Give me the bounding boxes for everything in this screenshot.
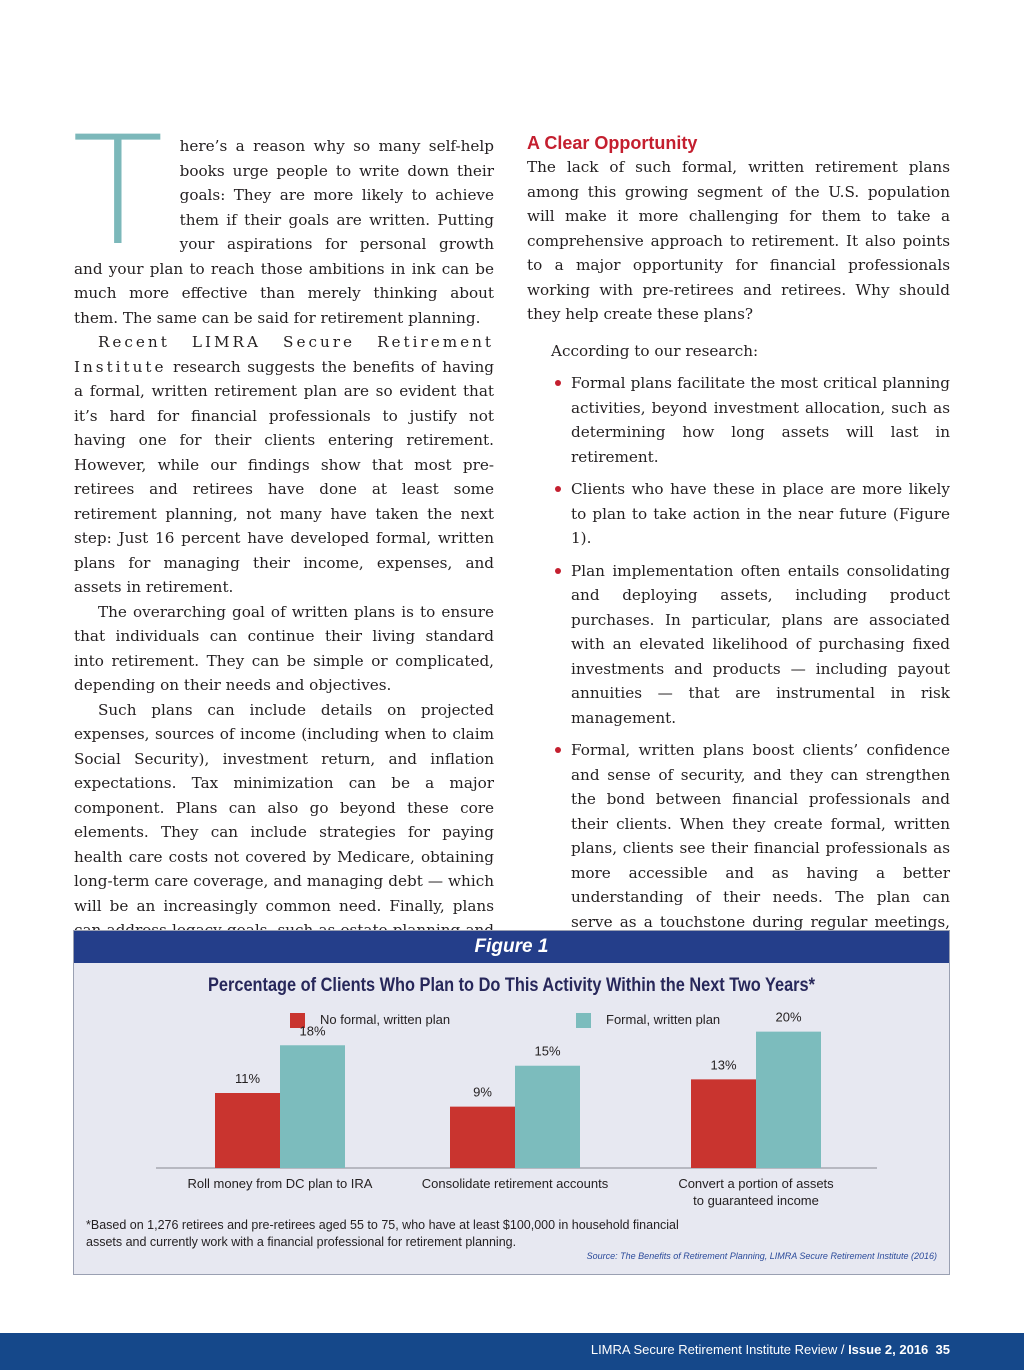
legend-label-formal-plan: Formal, written plan [606,1012,721,1027]
paragraph-intro: here’s a reason why so many self-help books urge people to write down their goals: They are more likely to achieve them if their goals are written. Putting your aspirations for personal growth and your plan to reach those ambitions in ink can be much more effective than merely thinking about them. The same can be said for retirement planning. [74,137,494,327]
research-body-text: research suggests the benefits of having a formal, written retirement plan are so evident that it’s hard for financial professionals to justify not having one for their clients entering retirement. However, while our findings show that most pre-retirees and retirees have done at least some retirement planning, not many have taken the next step: Just 16 percent have developed formal, written plans for managing their income, expenses, and assets in retirement. [74,357,494,596]
figure-banner: Figure 1 [74,931,949,963]
research-intro: According to our research: [551,341,759,360]
data-label: 9% [473,1084,492,1100]
bar-no-plan-1 [450,1107,515,1168]
category-label: Roll money from DC plan to IRA [187,1176,373,1191]
drop-cap: T [72,105,164,279]
list-item: Plan implementation often entails consolidating and deploying assets, including product purchases. In particular, plans are associated with an elevated likelihood of purchasing fixed investments and products — including payout annuities — that are instrumental in risk management. [527,559,950,731]
chart-title: Percentage of Clients Who Plan to Do This Activity Within the Next Two Years* [208,975,815,996]
bar-formal-plan-0 [280,1045,345,1168]
category-label: Convert a portion of assets [678,1176,834,1191]
page-number: 35 [935,1342,950,1357]
paragraph-research [74,330,494,600]
limra-lead-text: Recent LIMRA Secure Retirement Institute [74,333,494,376]
right-column [527,131,950,991]
legend-label-no-plan: No formal, written plan [320,1012,451,1027]
footer-text [591,1342,950,1357]
category-label: to guaranteed income [693,1193,819,1208]
left-column [72,105,494,967]
data-label: 13% [710,1057,737,1073]
list-item: Formal plans facilitate the most critical planning activities, beyond investment allocation, such as determining how long assets will last in retirement. [527,371,950,469]
bar-chart [74,931,949,1211]
bullet-icon [555,486,561,492]
bar-no-plan-2 [691,1079,756,1168]
data-label: 18% [299,1023,326,1039]
figure-source: Source: The Benefits of Retirement Planning, LIMRA Secure Retirement Institute (2016) [586,1251,937,1261]
bullet-icon [555,747,561,753]
category-label: Consolidate retirement accounts [421,1176,609,1191]
list-item: Formal, written plans boost clients’ confidence and sense of security, and they can strengthen the bond between financial professionals and their clients. When they create formal, written plans, clients see their financial professionals as more accessible and as having a better understanding of their needs. The plan can serve as a touchstone during regular meetings, [527,738,950,983]
figure-footnote: *Based on 1,276 retirees and pre-retirees aged 55 to 75, who have at least $100,000 in household financial assets and currently work with a financial professional for retirement planning. [86,1218,679,1249]
bullet-icon [555,568,561,574]
bar-no-plan-0 [215,1093,280,1168]
paragraph-opportunity: The lack of such formal, written retirement plans among this growing segment of the U.S. population will make it more challenging for them to take a comprehensive approach to retirement. It also points to a major opportunity for financial professionals working with pre-retirees and retirees. Why should they help create these plans? [527,158,950,323]
data-label: 20% [775,1009,802,1025]
findings-list [527,371,950,983]
paragraph-details: Such plans can include details on projected expenses, sources of income (including when to claim Social Security), investment return, and inflation expectations. Tax minimization can be a major component. Plans can also go beyond these core elements. They can include strategies for paying health care costs not covered by Medicare, obtaining long-term care coverage, and managing debt — which will be an increasingly common need. Finally, plans [74,700,494,915]
list-item: Clients who have these in place are more likely to plan to take action in the near future (Figure 1). [527,477,950,551]
bullet-icon [555,380,561,386]
figure-box [73,930,950,1275]
data-label: 15% [534,1043,561,1059]
footer-issue: Issue 2, 2016 [848,1342,929,1357]
page-footer [0,1333,1024,1370]
bar-formal-plan-2 [756,1032,821,1168]
data-label: 11% [234,1071,261,1086]
bar-formal-plan-1 [515,1066,580,1168]
section-heading: A Clear Opportunity [527,133,698,153]
footer-publication: LIMRA Secure Retirement Institute Review / [590,1342,849,1357]
paragraph-goal: The overarching goal of written plans is to ensure that individuals can continue their living standard into retirement. They can be simple or complicated, depending on their needs and objectives. [74,602,494,694]
